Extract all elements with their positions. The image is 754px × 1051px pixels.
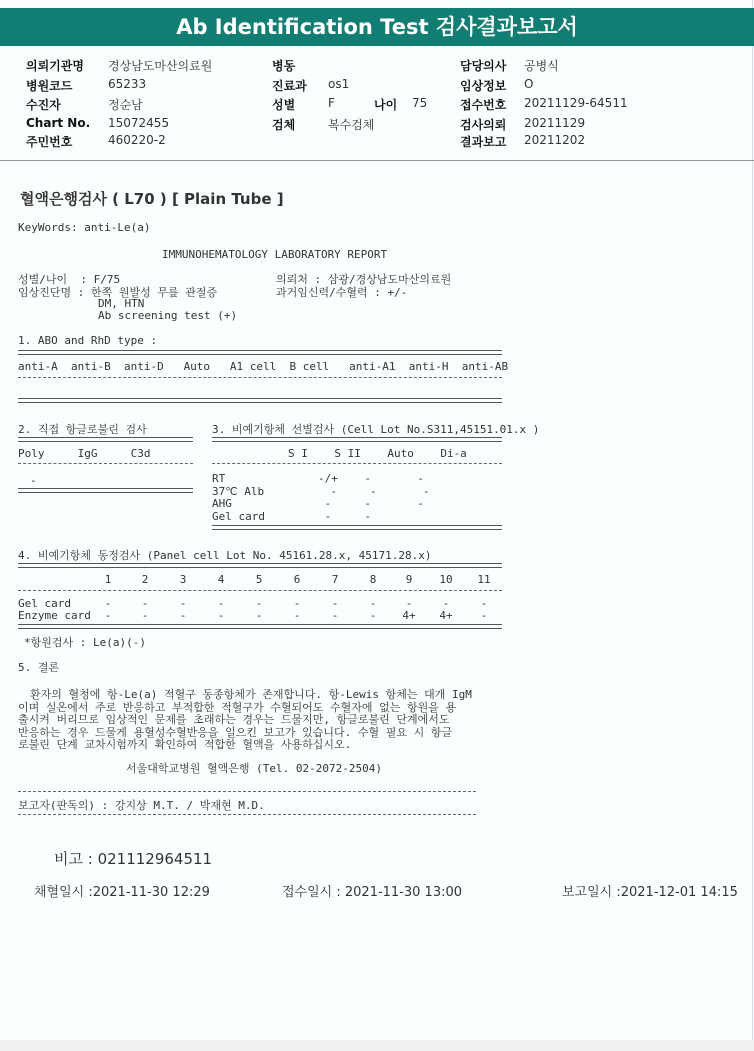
clinical-value: O — [524, 77, 534, 91]
dat-value: - — [30, 474, 37, 487]
ward-label: 병동 — [272, 59, 296, 73]
specimen-value: 복수검체 — [328, 118, 375, 132]
org-label: 의뢰기관명 — [26, 59, 84, 73]
panel-cell: - — [141, 597, 149, 610]
reported-time: 보고일시 :2021-12-01 14:15 — [562, 885, 738, 900]
panel-cell: - — [480, 597, 488, 610]
hospital-line: 서울대학교병원 혈액은행 (Tel. 02-2072-2504) — [126, 762, 382, 775]
patient-value: 정순남 — [108, 98, 143, 112]
report-title: Ab Identification Test 검사결과보고서 — [0, 8, 754, 46]
panel-cell: 2 — [141, 573, 149, 586]
screening-row: AHG - - - — [212, 497, 424, 510]
enzyme-card-label: Enzyme card — [18, 609, 91, 622]
panel-cell: 1 — [104, 573, 112, 586]
panel-cell: - — [141, 609, 149, 622]
receipt-label: 접수번호 — [460, 98, 507, 112]
panel-cell: - — [217, 597, 225, 610]
rrn-label: 주민번호 — [26, 135, 73, 149]
request-value: 20211129 — [524, 116, 586, 130]
panel-cell: 6 — [293, 573, 301, 586]
panel-cell: 4+ — [439, 609, 453, 622]
panel-cell: - — [104, 597, 112, 610]
conclusion-line: 환자의 혈청에 항-Le(a) 적혈구 동종항체가 존재합니다. 항-Lewis 항체는 대개 IgM — [30, 688, 472, 701]
age-label: 나이 — [374, 98, 398, 112]
conclusion-line: 반응하는 경우 드물게 용혈성수혈반응을 일으킨 보고가 있습니다. 수혈 필요 시 항글 — [18, 726, 453, 739]
received-time: 접수일시 : 2021-11-30 13:00 — [282, 885, 463, 900]
panel-cell: - — [255, 597, 263, 610]
screening-row: 37℃ Alb - - - — [212, 485, 430, 498]
reporter-line: 보고자(판독의) : 강지상 M.T. / 박재현 M.D. — [18, 799, 265, 812]
diagnosis-line-3: Ab screening test (+) — [98, 309, 238, 322]
dat-header: Poly IgG C3d — [18, 447, 151, 460]
panel-cell: 3 — [179, 573, 187, 586]
dat-title: 2. 직접 항글로불린 검사 — [18, 423, 147, 436]
age-value: 75 — [412, 96, 428, 110]
panel-cell: 5 — [255, 573, 263, 586]
panel-cell: - — [293, 609, 301, 622]
dept-value: os1 — [328, 77, 350, 91]
screening-row: Gel card - - — [212, 510, 371, 523]
divider — [212, 525, 502, 530]
specimen-label: 검체 — [272, 118, 296, 132]
conclusion-line: 이며 실온에서 주로 반응하고 부적합한 적혈구가 수혈되어도 수혈자에 없는 항원을 용 — [18, 701, 457, 714]
sex-age-line: 성별/나이 : F/75 — [18, 273, 121, 286]
clinical-label: 임상정보 — [460, 79, 507, 93]
panel-cell: 10 — [439, 573, 453, 586]
panel-cell: 11 — [477, 573, 491, 586]
panel-cell: - — [331, 597, 339, 610]
receipt-value: 20211129-64511 — [524, 96, 628, 110]
lab-report-title: IMMUNOHEMATOLOGY LABORATORY REPORT — [162, 248, 388, 261]
divider — [18, 488, 193, 493]
doctor-value: 공병식 — [524, 59, 559, 73]
divider — [18, 463, 193, 464]
panel-cell: - — [104, 609, 112, 622]
code-label: 병원코드 — [26, 79, 73, 93]
screening-header: S I S II Auto Di-a — [288, 447, 467, 460]
patient-label: 수진자 — [26, 98, 61, 112]
divider — [18, 590, 502, 591]
section-title: 혈액은행검사 ( L70 ) [ Plain Tube ] — [20, 190, 284, 208]
org-value: 경상남도마산의료원 — [108, 59, 213, 73]
screening-row: RT -/+ - - — [212, 472, 424, 485]
panel-cell: - — [480, 609, 488, 622]
conclusion-line: 출시켜 버리므로 임상적인 문제를 초래하는 경우는 드물지만, 항글로불린 단계에서도 — [18, 713, 450, 726]
request-label: 검사의뢰 — [460, 118, 507, 132]
diagnosis-line-1: 임상진단명 : 한쪽 원발성 무릎 관절증 — [18, 286, 218, 299]
conclusion-title: 5. 결론 — [18, 661, 60, 674]
panel-cell: - — [369, 609, 377, 622]
antigen-test: *항원검사 : Le(a)(-) — [24, 636, 146, 649]
divider — [18, 350, 502, 355]
bottom-strip — [0, 1040, 754, 1051]
sex-value: F — [328, 96, 335, 110]
header-divider — [0, 160, 754, 161]
conclusion-line: 로불린 단계 교차시험까지 확인하여 적합한 혈액을 사용하십시오. — [18, 738, 352, 751]
panel-cell: - — [293, 597, 301, 610]
panel-cell: - — [179, 609, 187, 622]
panel-cell: - — [405, 597, 413, 610]
dept-label: 진료과 — [272, 79, 307, 93]
abo-title: 1. ABO and RhD type : — [18, 334, 158, 347]
panel-title: 4. 비예기항체 동정검사 (Panel cell Lot No. 45161.28.x, 45171.28.x) — [18, 549, 432, 562]
panel-cell: 4+ — [402, 609, 416, 622]
divider — [18, 624, 502, 629]
panel-cell: 7 — [331, 573, 339, 586]
rrn-value: 460220-2 — [108, 133, 166, 147]
panel-cell: - — [369, 597, 377, 610]
divider — [18, 791, 476, 792]
abo-header: anti-A anti-B anti-D Auto A1 cell B cell anti-A1 anti-H anti-AB — [18, 360, 509, 373]
code-value: 65233 — [108, 77, 147, 91]
divider — [18, 398, 502, 403]
report-date-label: 결과보고 — [460, 135, 507, 149]
chart-value: 15072455 — [108, 116, 170, 130]
sex-label: 성별 — [272, 98, 296, 112]
divider — [212, 463, 502, 464]
panel-cell: - — [217, 609, 225, 622]
panel-cell: 4 — [217, 573, 225, 586]
panel-cell: - — [255, 609, 263, 622]
doctor-label: 담당의사 — [460, 59, 507, 73]
panel-cell: 9 — [405, 573, 413, 586]
history-line: 과거임신력/수혈력 : +/- — [276, 286, 408, 299]
gel-card-label: Gel card — [18, 597, 71, 610]
panel-cell: - — [442, 597, 450, 610]
divider — [18, 437, 193, 442]
diagnosis-line-2: DM, HTN — [98, 297, 145, 310]
panel-cell: 8 — [369, 573, 377, 586]
referral-line: 의뢰처 : 삼광/경상남도마산의료원 — [276, 273, 452, 286]
divider — [18, 814, 476, 815]
divider — [18, 563, 502, 568]
keywords: KeyWords: anti-Le(a) — [18, 221, 151, 234]
divider — [212, 437, 502, 442]
report-date-value: 20211202 — [524, 133, 586, 147]
remark: 비고 : 021112964511 — [54, 850, 213, 868]
collected-time: 채혈일시 :2021-11-30 12:29 — [34, 885, 210, 900]
panel-cell: - — [179, 597, 187, 610]
chart-label: Chart No. — [26, 116, 91, 130]
screening-title: 3. 비예기항체 선별검사 (Cell Lot No.S311,45151.01.x ) — [212, 423, 540, 436]
panel-cell: - — [331, 609, 339, 622]
divider — [18, 377, 502, 378]
